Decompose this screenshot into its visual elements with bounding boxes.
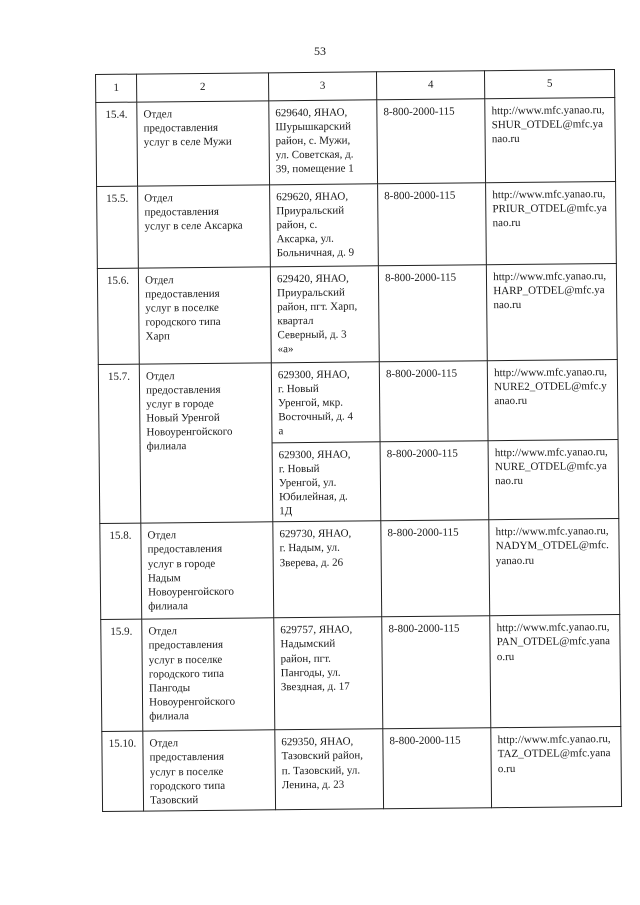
office-phone: 8-800-2000-115 [382,616,491,729]
column-header-4: 4 [377,71,485,100]
table-row [96,98,616,187]
table-row [102,727,622,812]
office-web-email: http://www.mfc.yanao.ru, HARP_OTDEL@mfc.ya nao.ru [487,264,618,361]
office-web-email: http://www.mfc.yanao.ru, TAZ_OTDEL@mfc.yana o.ru [491,727,622,808]
column-header-1: 1 [96,74,137,102]
office-address: 629300, ЯНАО, г. Новый Уренгой, мкр. Восточный, д. 4 а [271,362,380,443]
office-phone: 8-800-2000-115 [378,265,487,362]
office-phone: 8-800-2000-115 [379,361,488,442]
office-web-email: http://www.mfc.yanao.ru, NURE_OTDEL@mfc.ya nao.ru [488,439,619,520]
office-address: 629300, ЯНАО, г. Новый Уренгой, ул. Юбилейная, д. 1Д [272,442,381,522]
table-row [97,264,617,365]
office-name: Отдел предоставления услуг в городе Надым Новоуренгойского филиала [141,522,274,619]
row-number: 15.6. [97,268,139,364]
office-name: Отдел предоставления услуг в селе Аксарка [138,185,271,268]
office-address: 629640, ЯНАО, Шурышкарский район, с. Мужи, ул. Советская, д. 39, помещение 1 [269,100,378,185]
office-address: 629350, ЯНАО, Тазовский район, п. Тазовский, ул. Ленина, д. 23 [275,729,384,810]
page-number: 53 [314,44,326,58]
column-header-2: 2 [137,73,269,102]
table-row [101,615,621,732]
office-web-email: http://www.mfc.yanao.ru, NADYM_OTDEL@mfc. yanao.ru [489,519,620,616]
table-row [98,359,618,444]
office-address: 629620, ЯНАО, Приуральский район, с. Аксарка, ул. Больничная, д. 9 [270,184,379,267]
office-table [95,69,622,810]
row-number: 15.8. [100,523,142,619]
table-row [97,182,617,269]
office-phone: 8-800-2000-115 [383,728,492,809]
office-name: Отдел предоставления услуг в селе Мужи [137,101,270,186]
office-name: Отдел предоставления услуг в поселке городского типа Пангоды Новоуренгойского филиала [142,618,275,731]
office-web-email: http://www.mfc.yanao.ru, NURE2_OTDEL@mfc.y anao.ru [487,359,618,440]
office-address: 629757, ЯНАО, Надымский район, пгт. Пангоды, ул. Звездная, д. 17 [274,617,383,730]
office-phone: 8-800-2000-115 [378,183,487,266]
office-address: 629420, ЯНАО, Приуральский район, пгт. Харп, квартал Северный, д. 3 «а» [270,266,379,363]
office-web-email: http://www.mfc.yanao.ru, PAN_OTDEL@mfc.yana o.ru [490,615,621,728]
office-name: Отдел предоставления услуг в городе Новый Уренгой Новоуренгойского филиала [139,363,272,524]
office-web-email: http://www.mfc.yanao.ru, SHUR_OTDEL@mfc.ya nao.ru [485,98,616,183]
row-number: 15.4. [96,102,138,186]
row-number: 15.7. [98,364,141,524]
office-phone: 8-800-2000-115 [381,520,490,617]
office-name: Отдел предоставления услуг в поселке городского типа Тазовский [143,730,276,811]
row-number: 15.10. [102,731,144,811]
row-number: 15.5. [97,186,139,268]
office-web-email: http://www.mfc.yanao.ru, PRIUR_OTDEL@mfc.ya nao.ru [486,182,617,265]
column-header-3: 3 [268,72,376,101]
office-name: Отдел предоставления услуг в поселке городского типа Харп [138,267,271,364]
office-address: 629730, ЯНАО, г. Надым, ул. Зверева, д. 26 [273,521,382,618]
table-row [100,519,620,620]
column-header-5: 5 [485,70,615,99]
row-number: 15.9. [101,619,143,731]
office-phone: 8-800-2000-115 [377,99,486,184]
office-phone: 8-800-2000-115 [380,441,489,521]
